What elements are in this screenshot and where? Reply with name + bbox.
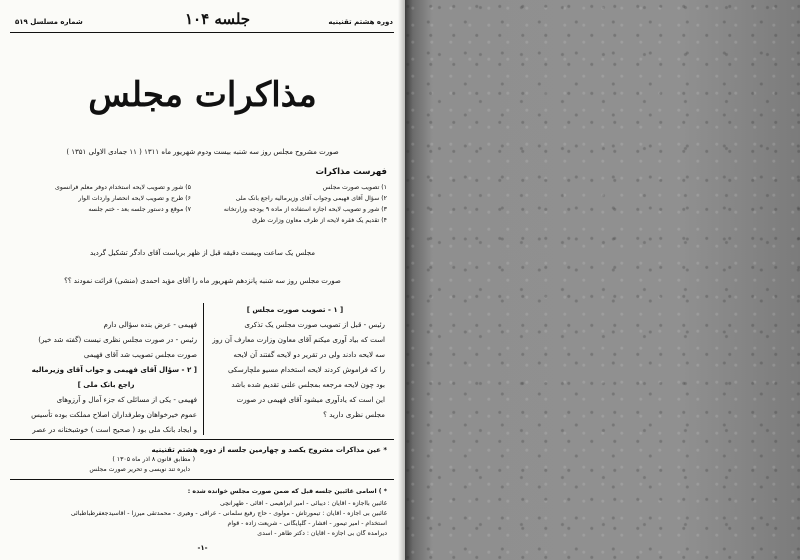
printing-note-line-3: دایره تند نویسی و تحریر صورت مجلس (89, 466, 190, 473)
contents-right-item-2: ۲) سؤال آقای فهیمی وجواب آقای وزیرمالیه راجع بانک ملی (235, 195, 387, 202)
printing-note-line-1: * عین مذاکرات مشروح یکصد و چهارمین جلسه از دوره هشتم تقنینیه (151, 446, 387, 454)
footnote-line-1: غائبین بااجازه - آقایان : دیبائی - امیر ابراهیمی - آقائی - طهرانچی (220, 500, 387, 507)
left-column-line-1: فهیمی - عرض بنده سؤالی دارم (103, 320, 197, 329)
right-column-line-7: مجلس نظری دارید ؟ (323, 410, 385, 419)
contents-right-item-1: ۱) تصویب صورت مجلس (322, 184, 387, 191)
contents-right-item-3: ۳) شور و تصویب لایحه اجازه استفاده از ماده ۹ بودجه وزارتخانه (223, 206, 387, 213)
right-column-line-6: این است که یادآوری میشود آقای فهیمی در صورت (236, 395, 385, 404)
session-number: جلسه ۱۰۴ (185, 10, 251, 28)
printing-note-line-2: ( مطابق قانون ۸ اذر ماه ۱۳۰۵ ) (112, 456, 195, 463)
minutes-line: صورت مجلس روز سه شنبه پانزدهم شهریور ماه را آقای مؤید احمدی (منشی) قرائت نمودند ؟؟ (64, 277, 341, 285)
footnote-divider (10, 479, 394, 480)
footnote-line-4: دیرآمده گان بی اجازه - آقایان : دکتر طاهر - اسدی (257, 530, 387, 537)
header-divider (10, 32, 394, 33)
masthead-title: مذاکرات مجلس (88, 75, 317, 115)
contents-left-item-2: ۶) طرح و تصویب لایحه انحصار واردات الوار (78, 195, 191, 202)
left-column-line-3: صورت مجلس تصویب شد آقای فهیمی (83, 350, 197, 359)
left-column-line-6: و ایجاد بانک ملی بود ( صحیح است ) خوشبختانه در عصر (32, 425, 197, 434)
right-column-line-4: را که فراموش کردند لایحه استخدام مسیو ملچارسکی (227, 365, 385, 374)
footnote-line-3: استخدام - امیر تیمور - افشار - گلپایگانی - شریعت زاده - قوام (227, 520, 387, 527)
right-column-line-3: سه لایحه دادند ولی در تقریر دو لایحه گفتند آن لایحه (233, 350, 385, 359)
note-divider (10, 439, 394, 440)
contents-heading: فهرست مذاکرات (315, 167, 387, 177)
left-column-heading-line-1: [ ۲ - سؤال آقای فهیمی و جواب آقای وزیرمالیه (31, 365, 197, 374)
masthead-subtitle: صورت مشروح مجلس روز سه شنبه بیست ودوم شهریور ماه ۱۳۱۱ ( ۱۱ جمادی الاولی ۱۳۵۱ ) (66, 148, 339, 156)
left-column-heading-line-2: راجع بانک ملی ] (77, 380, 135, 389)
page-number: -۱- (197, 544, 208, 552)
contents-right-item-4: ۴) تقدیم یک فقره لایحه از طرف معاون وزارت طرق (252, 217, 387, 224)
right-column-line-2: است که بیاد آوری میکنم آقای معاون وزارت معارف آن روز (212, 335, 385, 344)
contents-left-item-3: ۷) موقع و دستور جلسه بعد - ختم جلسه (88, 206, 191, 213)
serial-number: شماره مسلسل ۵۱۹ (15, 18, 83, 26)
term-label: دوره هشتم تقنينيه (328, 18, 393, 26)
blank-page (405, 0, 800, 560)
footnote-title: * ) اسامی غائبین جلسه قبل که ضمن صورت مجلس خوانده شده : (187, 488, 387, 495)
right-column-line-5: بود چون لایحه مرجعه بمجلس علنی تقدیم شده باشد (231, 380, 385, 389)
contents-left-item-1: ۵) شور و تصویب لایحه استخدام دوفر معلم فرانسوی (55, 184, 191, 191)
left-column-line-2: رئیس - در صورت مجلس نظری نیست (گفته شد خیر) (38, 335, 197, 344)
left-column-line-4: فهیمی - یکی از مسائلی که جزء آمال و آرزوهای (56, 395, 197, 404)
right-column-heading: [ ۱ - تصویب صورت مجلس ] (246, 306, 344, 314)
opening-line: مجلس یک ساعت وبیست دقیقه قبل از ظهر بریاست آقای دادگر تشکیل گردید (90, 249, 315, 257)
footnote-line-2: غائبین بی اجازه - آقایان : تیمورتاش - مولوی - حاج رفیع سلمانی - عراقی - وهیری - محمدتقی میرزا - آقاسیدجعفرطباطبائی (70, 510, 387, 517)
right-column-line-1: رئیس - قبل از تصویب صورت مجلس یک تذکری (244, 320, 385, 329)
column-divider (203, 303, 204, 435)
left-column-line-5: عموم خیرخواهان وطرفداران اصلاح مملکت بوده تأسیس (31, 410, 197, 419)
